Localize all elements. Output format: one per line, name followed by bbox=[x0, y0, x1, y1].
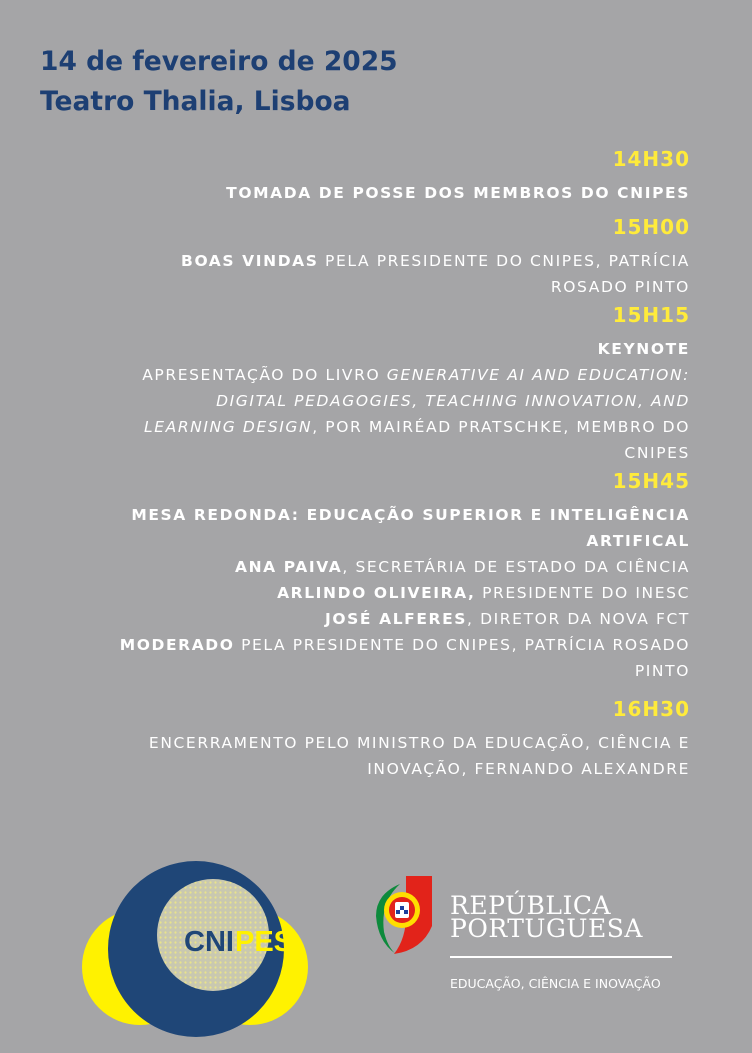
session-line bbox=[0, 362, 690, 388]
coat-of-arms-icon bbox=[372, 872, 436, 958]
session-title: TOMADA DE POSSE DOS MEMBROS DO CNIPES bbox=[226, 184, 690, 202]
speaker-line bbox=[0, 606, 690, 632]
republica-ministry: EDUCAÇÃO, CIÊNCIA E INOVAÇÃO bbox=[450, 976, 661, 991]
session-line: ROSADO PINTO bbox=[550, 278, 690, 296]
roundtable-title: MESA REDONDA: EDUCAÇÃO SUPERIOR E INTELIGÊNCIA bbox=[131, 506, 690, 524]
session-line bbox=[0, 414, 690, 440]
session-text: , POR MAIRÉAD PRATSCHKE, MEMBRO DO bbox=[312, 418, 690, 436]
keynote-label: KEYNOTE bbox=[597, 340, 690, 358]
moderator-label: MODERADO bbox=[119, 636, 235, 654]
program-item-1500 bbox=[0, 212, 690, 300]
cnipes-text-pes: PES bbox=[235, 926, 294, 958]
time-1500: 15H00 bbox=[612, 215, 690, 239]
book-title: LEARNING DESIGN bbox=[143, 418, 313, 436]
republica-name-line2: PORTUGUESA bbox=[450, 914, 643, 943]
book-title: DIGITAL PEDAGOGIES, TEACHING INNOVATION, AND bbox=[216, 392, 690, 410]
republica-divider bbox=[450, 956, 672, 958]
session-text: APRESENTAÇÃO DO LIVRO bbox=[142, 366, 387, 384]
session-bold: BOAS VINDAS bbox=[181, 252, 319, 270]
moderator-line: PINTO bbox=[634, 662, 690, 680]
republica-name bbox=[450, 891, 643, 943]
program-item-1430 bbox=[0, 144, 690, 206]
session-text: PELA PRESIDENTE DO CNIPES, PATRÍCIA bbox=[318, 252, 690, 270]
session-line: INOVAÇÃO, FERNANDO ALEXANDRE bbox=[367, 760, 690, 778]
book-title: GENERATIVE AI AND EDUCATION: bbox=[386, 366, 690, 384]
program-item-1630 bbox=[0, 694, 690, 782]
moderator-text: PELA PRESIDENTE DO CNIPES, PATRÍCIA ROSADO bbox=[234, 636, 690, 654]
republica-name-line1: REPÚBLICA bbox=[450, 891, 612, 920]
republica-portuguesa-logo bbox=[372, 872, 682, 1002]
speaker-role: PRESIDENTE DO INESC bbox=[475, 584, 690, 602]
cnipes-text-cni: CNI bbox=[184, 926, 234, 958]
speaker-name: ARLINDO OLIVEIRA, bbox=[277, 584, 476, 602]
cnipes-logo bbox=[78, 855, 328, 1037]
program-item-1545 bbox=[0, 466, 690, 684]
speaker-role: , SECRETÁRIA DE ESTADO DA CIÊNCIA bbox=[342, 558, 690, 576]
time-1515: 15H15 bbox=[612, 303, 690, 327]
moderator-line bbox=[0, 632, 690, 658]
session-line bbox=[0, 248, 690, 274]
event-venue: Teatro Thalia, Lisboa bbox=[40, 86, 351, 117]
event-date: 14 de fevereiro de 2025 bbox=[40, 46, 398, 77]
session-line: ENCERRAMENTO PELO MINISTRO DA EDUCAÇÃO, CIÊNCIA E bbox=[148, 734, 690, 752]
speaker-name: ANA PAIVA bbox=[234, 558, 343, 576]
speaker-name: JOSÉ ALFERES bbox=[325, 610, 468, 628]
time-1545: 15H45 bbox=[612, 469, 690, 493]
speaker-role: , DIRETOR DA NOVA FCT bbox=[467, 610, 690, 628]
program-item-1515 bbox=[0, 300, 690, 466]
time-1630: 16H30 bbox=[612, 697, 690, 721]
event-header bbox=[40, 42, 398, 122]
speaker-line bbox=[0, 580, 690, 606]
time-1430: 14H30 bbox=[612, 147, 690, 171]
roundtable-title: ARTIFICAL bbox=[586, 532, 690, 550]
session-line: CNIPES bbox=[624, 444, 690, 462]
speaker-line bbox=[0, 554, 690, 580]
program-list bbox=[0, 144, 690, 782]
